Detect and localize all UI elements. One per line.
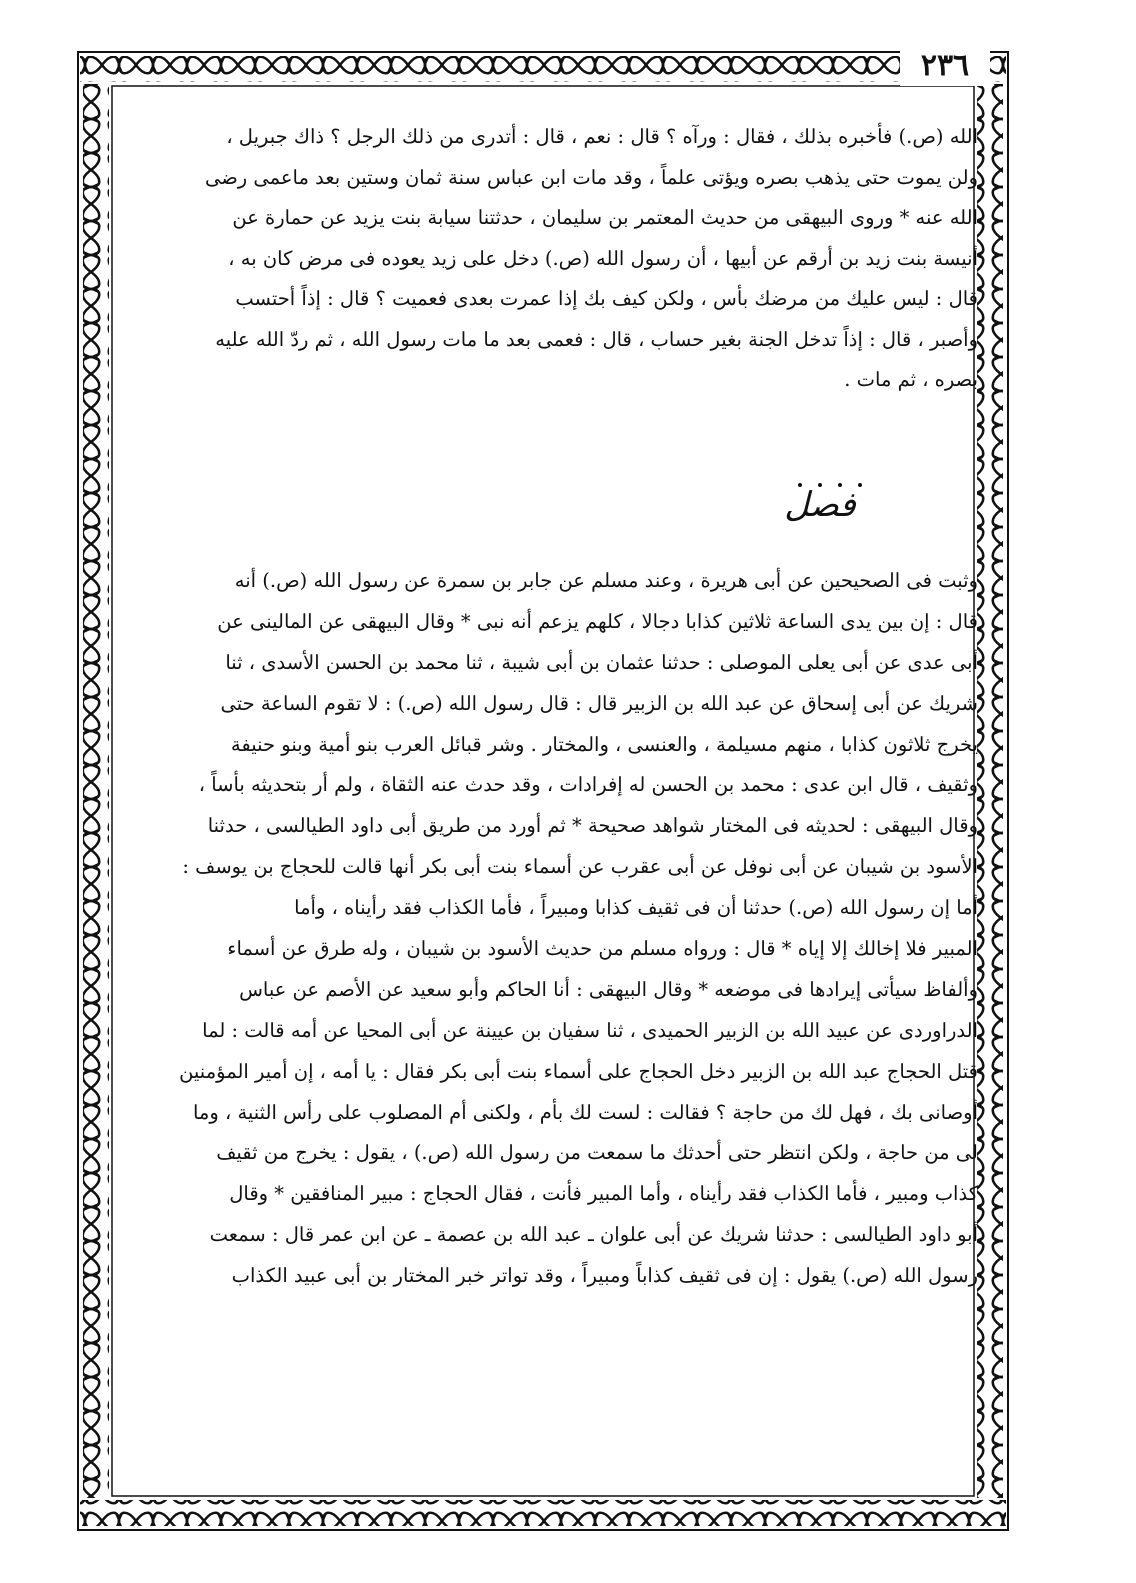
text-line: قال : ليس عليك من مرضك بأس ، ولكن كيف بك إذا عمرت بعدى فعميت ؟ قال : إذاً أحتسب xyxy=(235,287,978,310)
text-line: الدراوردى عن عبيد الله بن الزبير الحميدى ، ثنا سفيان بن عيينة عن أبى المحيا عن أمه قالت : لما xyxy=(202,1018,978,1042)
text-line: رسول الله (ص.) يقول : إن فى ثقيف كذاباً ومبيراً ، وقد تواتر خبر المختار بن أبى عبيد الكذاب xyxy=(231,1264,978,1288)
text-line: أبو داود الطيالسى : حدثنا شريك عن أبى علوان ـ عبد الله بن عصمة ـ عن ابن عمر قال : سمعت xyxy=(209,1223,978,1247)
text-line: المبير فلا إخالك إلا إياه * قال : ورواه مسلم من حديث الأسود بن شيبان ، وله طرق عن أسماء xyxy=(227,937,978,961)
text-line: قال : إن بين يدى الساعة ثلاثين كذابا دجالا ، كلهم يزعم أنه نبى * وقال البيهقى عن المالينى عن xyxy=(217,609,978,633)
page-number: ٢٣٦ xyxy=(900,46,990,86)
text-line: الله (ص.) فأخبره بذلك ، فقال : ورآه ؟ قال : نعم ، قال : أتدرى من ذلك الرجل ؟ ذاك جبريل ، xyxy=(226,125,978,148)
text-line: كذاب ومبير ، فأما الكذاب فقد رأيناه ، وأما المبير فأنت ، فقال الحجاج : مبير المنافقين * وقال xyxy=(229,1182,978,1206)
text-line: أنيسة بنت زيد بن أرقم عن أبيها ، أن رسول الله (ص.) دخل على زيد يعوده فى مرض كان به ، xyxy=(228,246,978,270)
text-line: ولن يموت حتى يذهب بصره ويؤتى علماً ، وقد مات ابن عباس سنة ثمان وستين بعد ماعمى رضى xyxy=(204,165,978,189)
text-line: شريك عن أبى إسحاق عن عبد الله بن الزبير قال : قال رسول الله (ص.) : لا تقوم الساعة حتى xyxy=(220,691,978,715)
text-line: وثقيف ، قال ابن عدى : محمد بن الحسن له إفرادات ، وقد حدث عنه الثقاة ، ولم أر بتحديثه بأساً ، xyxy=(198,773,978,797)
text-line: أوصانى بك ، فهل لك من حاجة ؟ فقالت : لست لك بأم ، ولكنى أم المصلوب على رأس الثنية ، وما xyxy=(192,1100,978,1124)
text-line: وثبت فى الصحيحين عن أبى هريرة ، وعند مسلم عن جابر بن سمرة عن رسول الله (ص.) أنه xyxy=(234,569,978,592)
text-line: وأصبر ، قال : إذاً تدخل الجنة بغير حساب ، قال : فعمى بعد ما مات رسول الله ، ثم ردّ الله عليه xyxy=(215,327,978,351)
text-line: لى من حاجة ، ولكن انتظر حتى أحدثك ما سمعت من رسول الله (ص.) ، يقول : يخرج من ثقيف xyxy=(216,1141,978,1165)
paragraph-top xyxy=(128,117,978,401)
text-line: وقال البيهقى : لحديثه فى المختار شواهد صحيحة * ثم أورد من طريق أبى داود الطيالسى ، حدثنا xyxy=(207,814,978,838)
text-line: الله عنه * وروى البيهقى من حديث المعتمر بن سليمان ، حدثتنا سيابة بنت يزيد عن حمارة عن xyxy=(232,206,978,229)
text-line: يخرج ثلاثون كذابا ، منهم مسيلمة ، والعنسى ، والمختار . وشر قبائل العرب بنو أمية وبنو حنيفة xyxy=(230,732,978,756)
paragraph-main xyxy=(128,561,978,1297)
text-line: أبى عدى عن أبى يعلى الموصلى : حدثنا عثمان بن أبى شيبة ، ثنا محمد بن الحسن الأسدى ، ثنا xyxy=(225,650,978,674)
text-line: وألفاظ سيأتى إيرادها فى موضعه * وقال البيهقى : أنا الحاكم وأبو سعيد عن الأصم عن عباس xyxy=(239,977,978,1001)
text-line: بصره ، ثم مات . xyxy=(844,368,978,391)
text-line: أما إن رسول الله (ص.) حدثنا أن فى ثقيف كذابا ومبيراً ، فأما الكذاب فقد رأيناه ، وأما xyxy=(294,896,978,920)
section-heading: فصل xyxy=(784,485,856,525)
text-line: الأسود بن شيبان عن أبى نوفل عن أبى عقرب عن أسماء بنت أبى بكر أنها قالت للحجاج بن يوسف : xyxy=(182,855,978,879)
text-line: قتل الحجاج عبد الله بن الزبير دخل الحجاج على أسماء بنت أبى بكر فقال : يا أمه ، إن أمير المؤمنين xyxy=(179,1059,978,1083)
